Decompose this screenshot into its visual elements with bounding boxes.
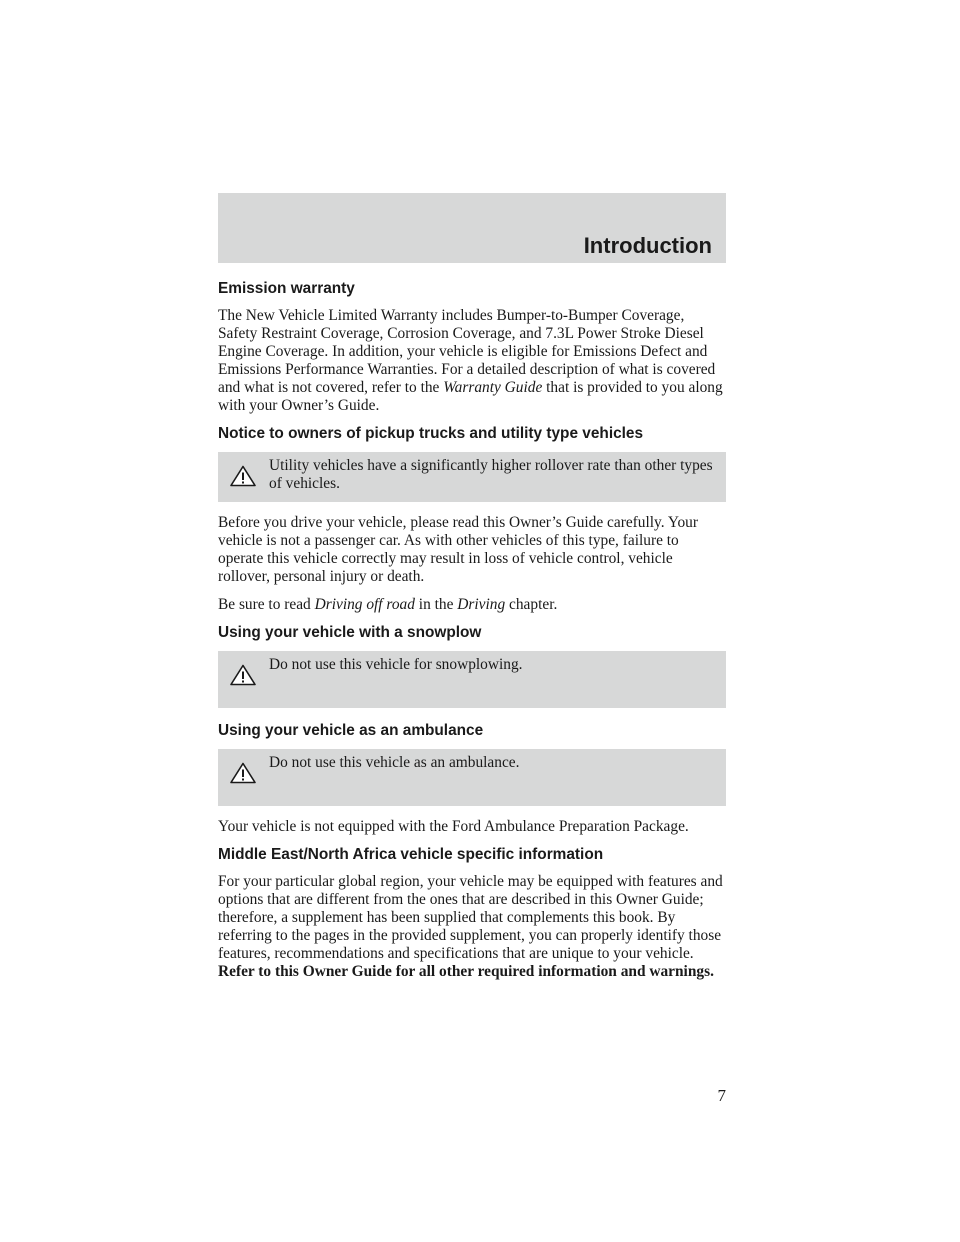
header-band: [218, 193, 726, 263]
warning-icon: [230, 762, 256, 784]
driving-chapter-reference: Driving: [457, 596, 506, 613]
snowplow-heading: Using your vehicle with a snowplow: [218, 624, 482, 641]
middle-east-bold-text: Refer to this Owner Guide for all other required information and warnings.: [218, 963, 714, 980]
page-content: [218, 272, 726, 991]
notice-paragraph: Before you drive your vehicle, please read this Owner’s Guide carefully. Your vehicle is not a passenger car. As with other vehicles of this type, failure to operate this vehicle correctly may result in loss of vehicle control, vehicle rollover, personal injury or death.: [218, 514, 698, 585]
snowplow-warning-box: [218, 651, 726, 708]
driving-off-road-paragraph: [218, 596, 726, 614]
ambulance-paragraph: Your vehicle is not equipped with the Ford Ambulance Preparation Package.: [218, 818, 689, 835]
emission-warranty-heading: Emission warranty: [218, 280, 355, 297]
emission-text-1: The New Vehicle Limited Warranty includes Bumper-to-Bumper Coverage, Safety Restraint Coverage, Corrosion Coverage, and 7.3L Power Stroke Diesel Engine Coverage. In addition, your vehicle is eligible for Emissions Defect and Emissions Performance Warranties. For a detailed description of what is covered and what is not covered, refer to the: [218, 307, 716, 396]
warning-icon: [230, 465, 256, 487]
notice-heading: Notice to owners of pickup trucks and utility type vehicles: [218, 425, 644, 442]
chapter-text: chapter.: [509, 596, 558, 613]
emission-text-2: that is provided to you along with your Owner’s Guide.: [218, 379, 723, 414]
read-text: Be sure to read: [218, 596, 311, 613]
middle-east-heading: Middle East/North Africa vehicle specific information: [218, 846, 604, 863]
rollover-warning-text: Utility vehicles have a significantly higher rollover rate than other types of vehicles.: [269, 457, 713, 492]
rollover-warning-box: [218, 452, 726, 502]
ambulance-heading: Using your vehicle as an ambulance: [218, 722, 484, 739]
middle-east-paragraph: [218, 873, 726, 981]
page-title: Introduction: [583, 233, 712, 258]
emission-warranty-paragraph: [218, 307, 726, 415]
in-the-text: in the: [418, 596, 454, 613]
middle-east-text: For your particular global region, your vehicle may be equipped with features and options that are different from the ones that are described in this Owner Guide; therefore, a supplement has been supplied that complements this book. By referring to the pages in the provided supplement, you can properly identify those features, recommendations and specifications that are unique to your vehicle.: [218, 873, 723, 962]
warranty-guide-reference: Warranty Guide: [443, 379, 543, 396]
ambulance-warning-box: [218, 749, 726, 806]
warning-icon: [230, 664, 256, 686]
snowplow-warning-text: Do not use this vehicle for snowplowing.: [269, 656, 523, 673]
ambulance-warning-text: Do not use this vehicle as an ambulance.: [269, 754, 520, 771]
page-number: 7: [717, 1086, 726, 1105]
driving-off-road-reference: Driving off road: [314, 596, 415, 613]
